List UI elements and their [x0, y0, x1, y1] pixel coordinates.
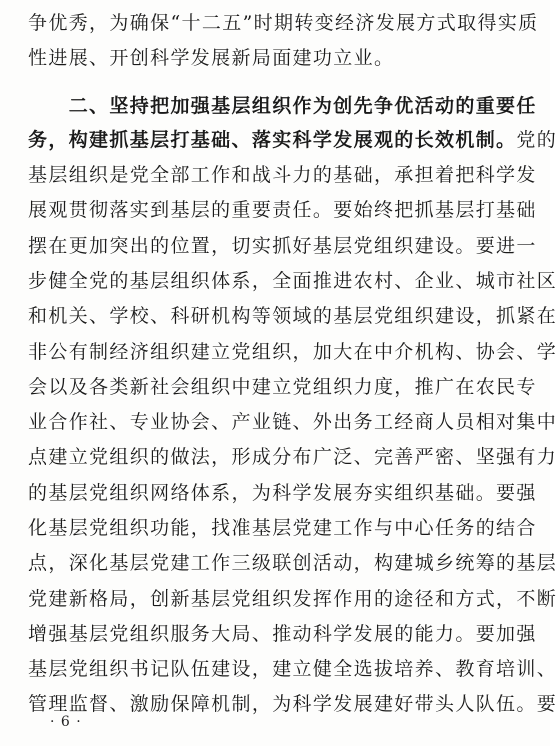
text-line-19: 基层党组织书记队伍建设，建立健全选拔培养、教育培训、	[28, 658, 557, 680]
text-line-6: 展观贯彻落实到基层的重要责任。要始终把抓基层打基础	[28, 199, 537, 221]
text-line-2: 性进展、开创科学发展新局面建功立业。	[28, 47, 395, 69]
text-line-1: 争优秀，为确保“十二五”时期转变经济发展方式取得实质	[28, 12, 539, 34]
text-line-11: 会以及各类新社会组织中建立党组织力度，推广在农民专	[28, 376, 537, 398]
section-heading-part-2: 务，构建抓基层打基础、落实科学发展观的长效机制。	[28, 129, 517, 151]
text-line-17: 党建新格局，创新基层党组织发挥作用的途径和方式，不断	[28, 588, 557, 610]
text-line-9: 和机关、学校、科研机构等领域的基层党组织建设，抓紧在	[28, 305, 557, 327]
text-line-4	[28, 123, 557, 157]
text-line-10: 非公有制经济组织建立党组织，加大在中介机构、协会、学	[28, 341, 557, 363]
text-line-20: 管理监督、激励保障机制，为科学发展建好带头人队伍。要	[28, 693, 557, 715]
text-line-7: 摆在更加突出的位置，切实抓好基层党组织建设。要进一	[28, 235, 537, 257]
text-line-3	[28, 89, 537, 123]
text-line-16: 点，深化基层党建工作三级联创活动，构建城乡统筹的基层	[28, 552, 557, 574]
text-line-14: 的基层党组织网络体系，为科学发展夯实组织基础。要强	[28, 482, 537, 504]
text-line-8: 步健全党的基层组织体系，全面推进农村、企业、城市社区	[28, 270, 557, 292]
text-line-5: 基层组织是党全部工作和战斗力的基础，承担着把科学发	[28, 164, 537, 186]
text-line-15: 化基层党组织功能，找准基层党建工作与中心任务的结合	[28, 517, 537, 539]
page-number: · 6 ·	[50, 714, 82, 730]
text-line-13: 点建立党组织的做法，形成分布广泛、完善严密、坚强有力	[28, 446, 557, 468]
section-heading-part-1: 二、坚持把加强基层组织作为创先争优活动的重要任	[28, 95, 537, 117]
text-line-4-rest: 党的	[516, 129, 557, 151]
text-line-18: 增强基层党组织服务大局、推动科学发展的能力。要加强	[28, 623, 537, 645]
text-line-12: 业合作社、专业协会、产业链、外出务工经商人员相对集中	[28, 411, 557, 433]
